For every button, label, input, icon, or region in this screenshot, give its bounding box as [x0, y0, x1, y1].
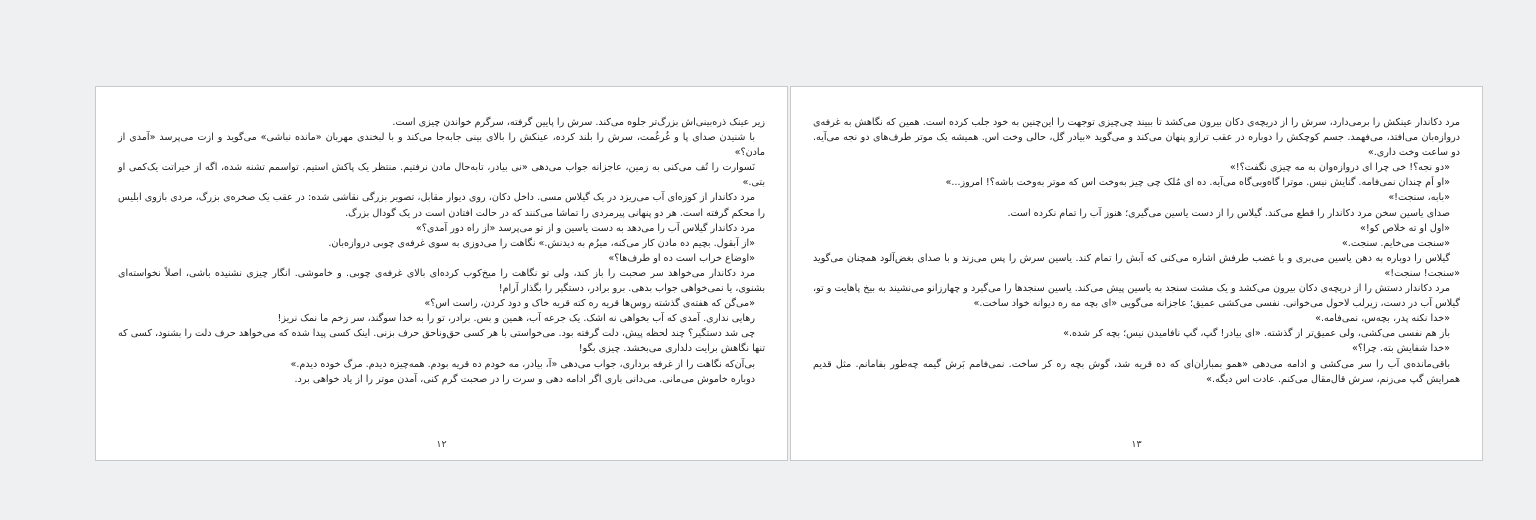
- right-page-text: [813, 115, 1460, 387]
- book-spread: [95, 86, 1483, 461]
- paragraph: زیر عینک ذره‌بینی‌اش بزرگ‌تر جلوه می‌کند. سرش را پایین گرفته، سرگرم خواندن چیزی است.: [392, 117, 765, 128]
- left-page-text: [118, 115, 765, 387]
- paragraph: «می‌گن که هفته‌ی گذشته روس‌ها قریه ره کته قریه خاک و دود کردن، راست اس؟»: [424, 298, 755, 310]
- paragraph: «اوضاع خراب است ده او طرف‌ها؟»: [608, 252, 755, 264]
- paragraph: مرد دکاندار دستش را از دریچه‌ی دکان بیرون می‌کشد و یک مشت سنجد به یاسین پیش می‌کند. یاسین سنجدها را می‌گیرد و چهارزانو می‌نشیند به بیخ پاهایت و تو، گیلاس آب در دست، زیرلب لاحول می‌خوانی. نفسی می‌کشی عمیق؛ عاجزانه می‌گویی «ای بچه مه ره دیوانه خواد ساخت.»: [813, 283, 1460, 310]
- paragraph: «خدا شفایش بته. چرا؟»: [1352, 343, 1450, 355]
- paragraph: باقی‌مانده‌ی آب را سر می‌کشی و ادامه می‌دهی «همو بمباران‌ای که ده قریه شد، گوش بچه ره کر ساخت. نمی‌فامم بَرش گیمه چه‌طور بفامانم. مثل قدیم همرایش گپ می‌زنم، سرش قال‌مقال می‌کنم. عادت اس دیگه.»: [813, 358, 1460, 385]
- paragraph: «خدا نکنه پدر، بچه‌س، نمی‌فامه.»: [1315, 313, 1450, 325]
- paragraph: «سنجت می‌خایم. سنجت.»: [1341, 237, 1450, 249]
- page-number-left: ۱۲: [436, 439, 447, 450]
- paragraph: نَسوارت را تُف می‌کنی به زمین، عاجزانه جواب می‌دهی «نی بیادر، تابه‌حال مادن نرفتیم. منتظر یک پاکش استیم. تواسمم تشنه شده، اگه از خیراتت یک‌کمی او بتی.»: [118, 162, 765, 189]
- paragraph: «اول او ته خلاص کو!»: [1360, 222, 1450, 234]
- paragraph: دوباره خاموش می‌مانی. می‌دانی باری اگر ادامه دهی و سرت را در صحبت گرم کنی، آمدن موتر را از یاد خواهی برد.: [294, 373, 755, 385]
- paragraph: «او اَم چندان نمی‌فامه. گنایش نیس. موترا گاه‌وبی‌گاه می‌آیه. ده ای مُلک چی چیز به‌وخت اس که موتر به‌وخت باشه؟! امروز...»: [945, 177, 1450, 189]
- paragraph: «بابه، سنجت!»: [1388, 192, 1450, 204]
- paragraph: چی شد دستگیر؟ چند لحظه پیش، دلت گرفته بود. می‌خواستی با هر کسی حق‌وناحق حرف بزنی. اینک کسی پیدا شده که می‌خواهد حرف دلت را بشنود، کسی که تنها نگاهش برایت دلداری می‌بخشد. چیزی بگو!: [118, 328, 765, 355]
- paragraph: با شنیدن صدای پا و غُرغُمت، سرش را بلند کرده، عینکش را بالای بینی جابه‌جا می‌کند و با لبخندی مهربان «مانده نباشی» می‌گوید و ازت می‌پرسد «آمدی از مادن؟»: [118, 132, 765, 159]
- right-page: [790, 86, 1483, 461]
- paragraph: «دو نجه؟! خی چرا ای دروازه‌وان به مه چیزی نگفت؟!»: [1229, 162, 1450, 174]
- paragraph: صدای یاسین سخن مرد دکاندار را قطع می‌کند. گیلاس را از دست یاسین می‌گیری؛ هنوز آب را تمام نکرده است.: [1007, 207, 1450, 219]
- paragraph: رهایی نداری. آمدی که آب بخواهی نه اشک. یک جرعه آب، همین و بس. برادر، تو را به خدا سوگند، سر زخم ما نمک نریز!: [277, 313, 755, 325]
- paragraph: مرد دکاندار عینکش را برمی‌دارد، سرش را از دریچه‌ی دکان بیرون می‌کشد تا ببیند چی‌چیزی توجهت را این‌چنین به خود جلب کرده است. همین که نگاهش به غرفه‌ی دروازه‌بان می‌افتد، می‌فهمد. جسم کوچکش را دوباره در عقب ترازو پنهان می‌کند و می‌گوید «بیادر گل، حالی وخت اس. همیشه یک موتر طرف‌های دو نجه می‌آیه. دو ساعت وخت داری.»: [813, 117, 1460, 159]
- paragraph: مرد دکاندار می‌خواهد سر صحبت را باز کند، ولی تو نگاهت را میخ‌کوب کرده‌ای بالای غرفه‌ی چوبی. و خاموشی. انگار چیزی نشنیده باشی، اصلاً نخواسته‌ای بشنوی، یا نمی‌خواهی جواب بدهی. برو برادر، دستگیر را بگذار آرام!: [118, 267, 765, 295]
- paragraph: گیلاس را دوباره به دهن یاسین می‌بری و با غضب طرفش اشاره می‌کنی که آبش را تمام کند. یاسین سرش را پس می‌زند و با صدای بغض‌آلود همچنان می‌گوید «سنجت! سنجت!»: [813, 252, 1460, 279]
- paragraph: باز هم نفسی می‌کشی، ولی عمیق‌تر از گذشته. «ای بیادر! گپ، گپ نافامیدن نیس؛ بچه کر شده.»: [1063, 328, 1450, 340]
- paragraph: «از آبقول. بچیم ده مادن کار می‌کنه، میزُم به دیدنش.» نگاهت را می‌دوزی به سوی غرفه‌ی چوبی دروازه‌بان.: [328, 237, 755, 249]
- paragraph: مرد دکاندار از کوزه‌ای آب می‌ریزد در یک گیلاس مسی. داخل دکان، روی دیوار مقابل، تصویر بزرگی نقاشی شده: در عقب یک صخره‌ی بزرگ، مردی بازوی ابلیس را محکم گرفته است. هر دو پنهانی پیرمردی را تماشا می‌کنند که در حالت افتادن است در یک گودال بزرگ.: [118, 192, 765, 219]
- paragraph: بی‌آن‌که نگاهت را از غرفه برداری، جواب می‌دهی «آ، بیادر، مه خودم ده قریه بودم. همه‌چیزه دیدم. مرگ خوده دیدم.»: [290, 358, 755, 370]
- paragraph: مرد دکاندار گیلاس آب را می‌دهد به دست یاسین و از تو می‌پرسد «از راه دور آمدی؟»: [415, 222, 755, 234]
- page-number-right: ۱۳: [1131, 439, 1142, 450]
- left-page: [95, 86, 788, 461]
